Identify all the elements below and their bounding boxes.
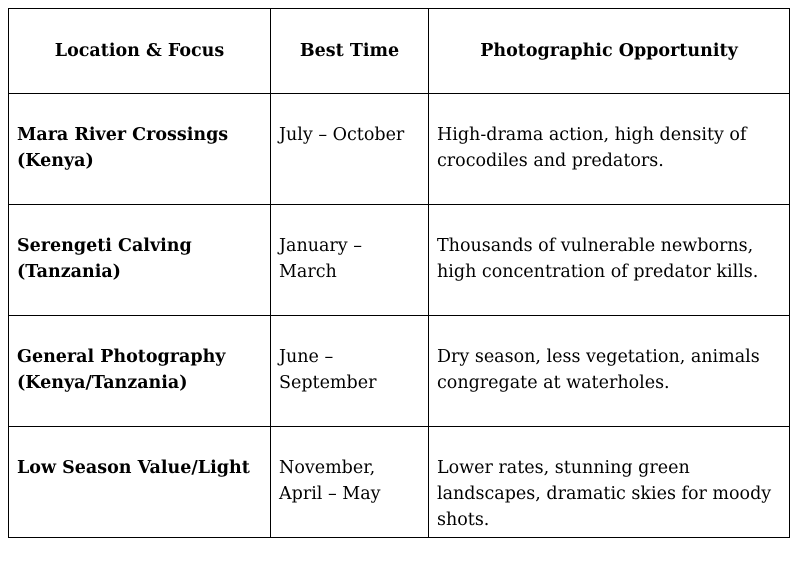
table-row: [9, 316, 790, 427]
best-time-cell: January – March: [279, 236, 362, 282]
header-best-time: Best Time: [271, 9, 429, 94]
opportunity-cell: Lower rates, stunning green landscapes, dramatic skies for moody shots.: [437, 458, 772, 530]
opportunity-cell: High-drama action, high density of crocodiles and predators.: [437, 125, 747, 171]
opportunity-cell: Thousands of vulnerable newborns, high concentration of predator kills.: [437, 236, 759, 282]
best-time-cell: July – October: [279, 125, 405, 145]
table-header-row: [9, 9, 790, 94]
table-row: [9, 427, 790, 538]
location-cell: Low Season Value/Light: [17, 458, 250, 478]
header-location: Location & Focus: [9, 9, 271, 94]
location-cell: Mara River Crossings (Kenya): [17, 125, 229, 171]
location-cell: General Photography (Kenya/Tanzania): [17, 347, 226, 393]
best-time-cell: June – September: [279, 347, 377, 393]
location-cell: Serengeti Calving (Tanzania): [17, 236, 192, 282]
header-opportunity: Photographic Opportunity: [429, 9, 790, 94]
table-row: [9, 94, 790, 205]
table-row: [9, 205, 790, 316]
safari-timing-table: [8, 8, 790, 538]
best-time-cell: November, April – May: [279, 458, 381, 504]
opportunity-cell: Dry season, less vegetation, animals congregate at waterholes.: [437, 347, 760, 393]
